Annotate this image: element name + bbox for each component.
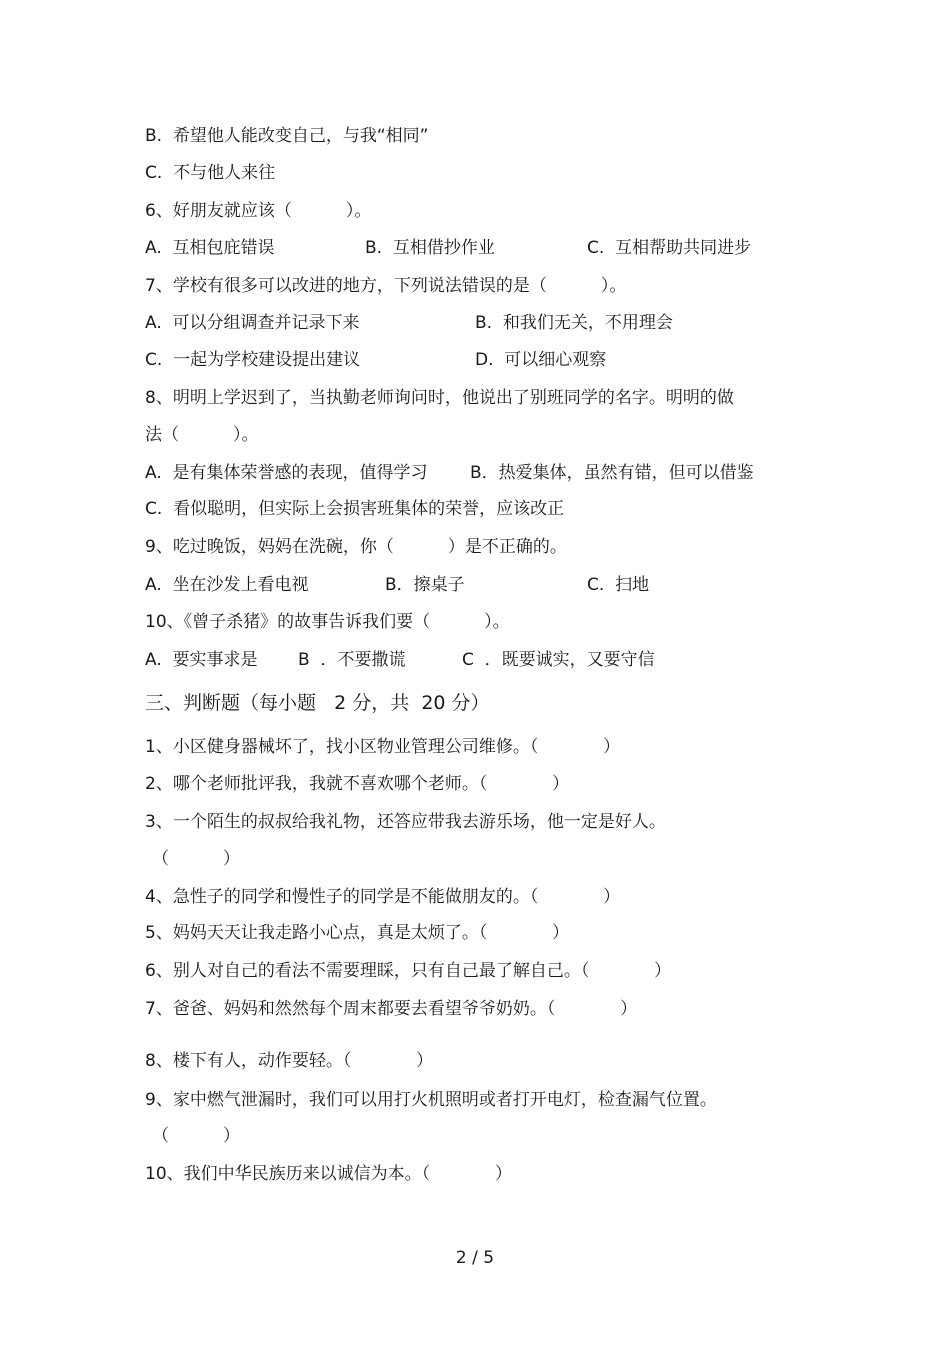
judgment-3: 3、一个陌生的叔叔给我礼物，还答应带我去游乐场，他一定是好人。	[145, 812, 666, 832]
question-9: 9、吃过晚饭，妈妈在洗碗，你（ ）是不正确的。	[145, 537, 567, 557]
option-b-q5: B. 希望他人能改变自己，与我“相同”	[145, 126, 429, 146]
option-c-q6: C. 互相帮助共同进步	[587, 238, 752, 258]
section-heading-judgment: 三、判断题（每小题 2 分，共 20 分）	[145, 692, 490, 714]
option-c-q9: C. 扫地	[587, 575, 650, 595]
option-a-q6: A. 互相包庇错误	[145, 238, 275, 258]
judgment-3-blank: （ ）	[152, 849, 241, 869]
judgment-8: 8、楼下有人，动作要轻。（ ）	[145, 1051, 434, 1071]
judgment-5: 5、妈妈天天让我走路小心点，真是太烦了。（ ）	[145, 923, 570, 943]
judgment-6: 6、别人对自己的看法不需要理睬，只有自己最了解自己。（ ）	[145, 961, 672, 981]
option-b-q10: B ．不要撒谎	[298, 650, 406, 670]
option-c-q7: C. 一起为学校建设提出建议	[145, 350, 361, 370]
judgment-7: 7、爸爸、妈妈和然然每个周末都要去看望爷爷奶奶。（ ）	[145, 999, 638, 1019]
option-b-q7: B. 和我们无关，不用理会	[475, 313, 673, 333]
judgment-1: 1、小区健身器械坏了，找小区物业管理公司维修。（ ）	[145, 737, 621, 757]
question-7: 7、学校有很多可以改进的地方，下列说法错误的是（ ）。	[145, 276, 627, 296]
judgment-2: 2、哪个老师批评我，我就不喜欢哪个老师。（ ）	[145, 774, 570, 794]
option-b-q6: B. 互相借抄作业	[365, 238, 495, 258]
option-c-q5: C. 不与他人来往	[145, 163, 276, 183]
option-c-q8: C. 看似聪明，但实际上会损害班集体的荣誉，应该改正	[145, 499, 565, 519]
option-a-q8: A. 是有集体荣誉感的表现，值得学习	[145, 463, 428, 483]
option-c-q10: C ．既要诚实，又要守信	[462, 650, 655, 670]
option-b-q9: B．擦桌子	[385, 575, 465, 595]
option-a-q10: A. 要实事求是	[145, 650, 258, 670]
question-8: 8、明明上学迟到了，当执勤老师询问时，他说出了别班同学的名字。明明的做	[145, 388, 734, 408]
question-8-continued: 法（ ）。	[145, 425, 259, 445]
judgment-10: 10、我们中华民族历来以诚信为本。（ ）	[145, 1164, 512, 1184]
question-6: 6、好朋友就应该（ ）。	[145, 201, 372, 221]
judgment-9-blank: （ ）	[152, 1126, 241, 1146]
question-10: 10、《曾子杀猪》的故事告诉我们要（ ）。	[145, 612, 510, 632]
judgment-9: 9、家中燃气泄漏时，我们可以用打火机照明或者打开电灯，检查漏气位置。	[145, 1090, 717, 1110]
option-b-q8: B．热爱集体，虽然有错，但可以借鉴	[470, 463, 754, 483]
judgment-4: 4、急性子的同学和慢性子的同学是不能做朋友的。（ ）	[145, 887, 621, 907]
option-a-q7: A. 可以分组调查并记录下来	[145, 313, 360, 333]
option-a-q9: A. 坐在沙发上看电视	[145, 575, 309, 595]
page-number: 2 / 5	[455, 1248, 495, 1268]
option-d-q7: D. 可以细心观察	[475, 350, 607, 370]
